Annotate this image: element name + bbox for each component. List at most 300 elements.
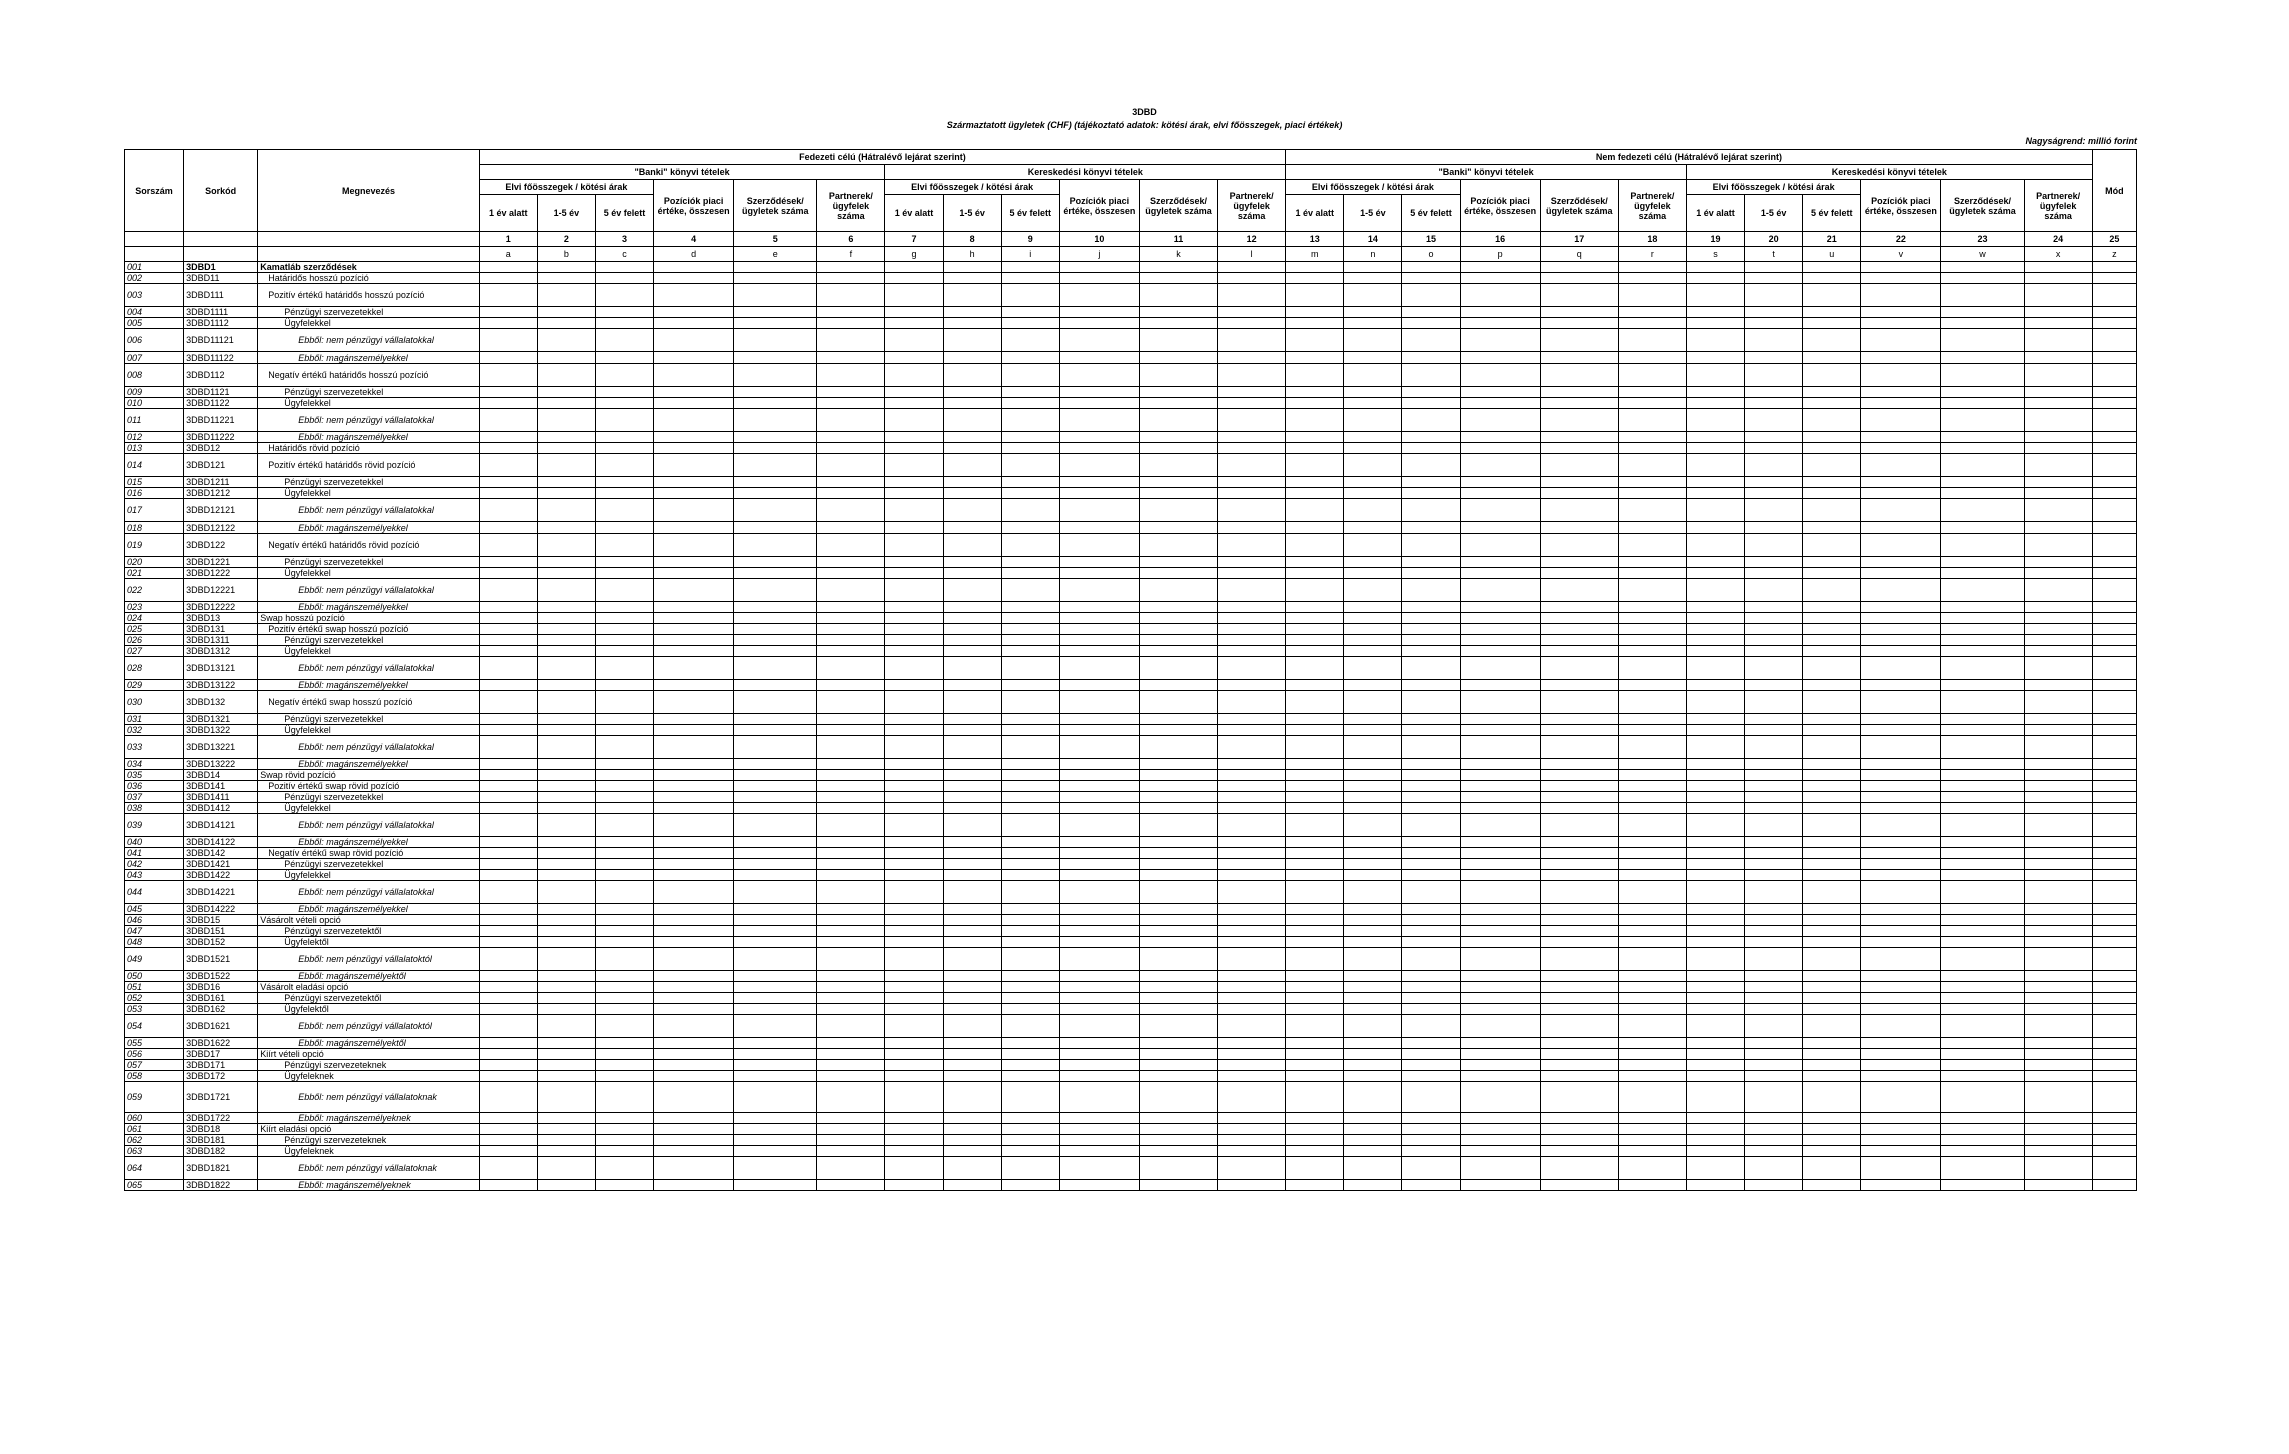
- data-cell[interactable]: [1618, 1049, 1686, 1060]
- data-cell[interactable]: [817, 1071, 885, 1082]
- data-cell[interactable]: [654, 1082, 734, 1113]
- data-cell[interactable]: [817, 680, 885, 691]
- data-cell[interactable]: [1218, 534, 1286, 557]
- data-cell[interactable]: [2024, 307, 2092, 318]
- data-cell[interactable]: [2024, 926, 2092, 937]
- data-cell[interactable]: [734, 534, 817, 557]
- data-cell[interactable]: [2024, 488, 2092, 499]
- data-cell[interactable]: [1139, 522, 1217, 534]
- data-cell[interactable]: [817, 1135, 885, 1146]
- data-cell[interactable]: [1344, 1071, 1402, 1082]
- data-cell[interactable]: [1941, 691, 2024, 714]
- data-cell[interactable]: [2092, 1180, 2136, 1191]
- data-cell[interactable]: [2024, 982, 2092, 993]
- data-cell[interactable]: [1344, 1157, 1402, 1180]
- data-cell[interactable]: [2092, 870, 2136, 881]
- data-cell[interactable]: [1344, 432, 1402, 443]
- data-cell[interactable]: [817, 613, 885, 624]
- data-cell[interactable]: [2092, 284, 2136, 307]
- data-cell[interactable]: [1941, 1071, 2024, 1082]
- data-cell[interactable]: [1402, 657, 1460, 680]
- data-cell[interactable]: [1218, 937, 1286, 948]
- data-cell[interactable]: [1286, 1049, 1344, 1060]
- data-cell[interactable]: [1686, 488, 1744, 499]
- data-cell[interactable]: [654, 443, 734, 454]
- data-cell[interactable]: [734, 759, 817, 770]
- data-cell[interactable]: [1344, 881, 1402, 904]
- data-cell[interactable]: [1540, 1124, 1618, 1135]
- data-cell[interactable]: [1286, 488, 1344, 499]
- data-cell[interactable]: [1540, 657, 1618, 680]
- data-cell[interactable]: [817, 318, 885, 329]
- data-cell[interactable]: [2092, 759, 2136, 770]
- data-cell[interactable]: [885, 993, 943, 1004]
- data-cell[interactable]: [537, 352, 595, 364]
- data-cell[interactable]: [885, 307, 943, 318]
- data-cell[interactable]: [1402, 691, 1460, 714]
- data-cell[interactable]: [2024, 1015, 2092, 1038]
- data-cell[interactable]: [885, 624, 943, 635]
- data-cell[interactable]: [479, 273, 537, 284]
- data-cell[interactable]: [817, 624, 885, 635]
- data-cell[interactable]: [943, 781, 1001, 792]
- data-cell[interactable]: [1402, 792, 1460, 803]
- data-cell[interactable]: [1286, 837, 1344, 848]
- data-cell[interactable]: [1402, 534, 1460, 557]
- data-cell[interactable]: [1402, 948, 1460, 971]
- data-cell[interactable]: [1001, 1038, 1059, 1049]
- data-cell[interactable]: [1218, 499, 1286, 522]
- data-cell[interactable]: [1286, 948, 1344, 971]
- data-cell[interactable]: [1001, 1146, 1059, 1157]
- data-cell[interactable]: [885, 1015, 943, 1038]
- data-cell[interactable]: [654, 1124, 734, 1135]
- data-cell[interactable]: [595, 982, 653, 993]
- data-cell[interactable]: [1618, 657, 1686, 680]
- data-cell[interactable]: [1941, 1157, 2024, 1180]
- data-cell[interactable]: [1618, 948, 1686, 971]
- data-cell[interactable]: [2092, 680, 2136, 691]
- data-cell[interactable]: [885, 814, 943, 837]
- data-cell[interactable]: [1861, 725, 1941, 736]
- data-cell[interactable]: [817, 409, 885, 432]
- data-cell[interactable]: [1941, 937, 2024, 948]
- data-cell[interactable]: [1861, 993, 1941, 1004]
- data-cell[interactable]: [2024, 781, 2092, 792]
- data-cell[interactable]: [654, 318, 734, 329]
- data-cell[interactable]: [817, 522, 885, 534]
- data-cell[interactable]: [1540, 691, 1618, 714]
- data-cell[interactable]: [2092, 387, 2136, 398]
- data-cell[interactable]: [1618, 1015, 1686, 1038]
- data-cell[interactable]: [1139, 318, 1217, 329]
- data-cell[interactable]: [2024, 881, 2092, 904]
- data-cell[interactable]: [1618, 398, 1686, 409]
- data-cell[interactable]: [1861, 624, 1941, 635]
- data-cell[interactable]: [1344, 814, 1402, 837]
- data-cell[interactable]: [1139, 759, 1217, 770]
- data-cell[interactable]: [1941, 262, 2024, 273]
- data-cell[interactable]: [537, 770, 595, 781]
- data-cell[interactable]: [1745, 307, 1803, 318]
- data-cell[interactable]: [1540, 522, 1618, 534]
- data-cell[interactable]: [1861, 1135, 1941, 1146]
- data-cell[interactable]: [654, 1135, 734, 1146]
- data-cell[interactable]: [1540, 579, 1618, 602]
- data-cell[interactable]: [943, 725, 1001, 736]
- data-cell[interactable]: [1745, 881, 1803, 904]
- data-cell[interactable]: [1540, 443, 1618, 454]
- data-cell[interactable]: [1402, 1124, 1460, 1135]
- data-cell[interactable]: [537, 1004, 595, 1015]
- data-cell[interactable]: [1803, 792, 1861, 803]
- data-cell[interactable]: [2024, 1146, 2092, 1157]
- data-cell[interactable]: [1941, 273, 2024, 284]
- data-cell[interactable]: [1344, 1146, 1402, 1157]
- data-cell[interactable]: [1861, 1157, 1941, 1180]
- data-cell[interactable]: [817, 937, 885, 948]
- data-cell[interactable]: [1001, 307, 1059, 318]
- data-cell[interactable]: [1402, 273, 1460, 284]
- data-cell[interactable]: [1745, 432, 1803, 443]
- data-cell[interactable]: [1803, 1060, 1861, 1071]
- data-cell[interactable]: [1286, 398, 1344, 409]
- data-cell[interactable]: [1618, 691, 1686, 714]
- data-cell[interactable]: [885, 948, 943, 971]
- data-cell[interactable]: [1803, 948, 1861, 971]
- data-cell[interactable]: [1686, 680, 1744, 691]
- data-cell[interactable]: [595, 613, 653, 624]
- data-cell[interactable]: [817, 803, 885, 814]
- data-cell[interactable]: [1139, 352, 1217, 364]
- data-cell[interactable]: [817, 725, 885, 736]
- data-cell[interactable]: [1059, 657, 1139, 680]
- data-cell[interactable]: [1218, 870, 1286, 881]
- data-cell[interactable]: [1059, 284, 1139, 307]
- data-cell[interactable]: [1402, 499, 1460, 522]
- data-cell[interactable]: [595, 262, 653, 273]
- data-cell[interactable]: [1218, 993, 1286, 1004]
- data-cell[interactable]: [654, 387, 734, 398]
- data-cell[interactable]: [1803, 329, 1861, 352]
- data-cell[interactable]: [595, 1038, 653, 1049]
- data-cell[interactable]: [1344, 848, 1402, 859]
- data-cell[interactable]: [1861, 691, 1941, 714]
- data-cell[interactable]: [1540, 1004, 1618, 1015]
- data-cell[interactable]: [1460, 352, 1540, 364]
- data-cell[interactable]: [1686, 1015, 1744, 1038]
- data-cell[interactable]: [479, 318, 537, 329]
- data-cell[interactable]: [654, 284, 734, 307]
- data-cell[interactable]: [1686, 318, 1744, 329]
- data-cell[interactable]: [1686, 736, 1744, 759]
- data-cell[interactable]: [1218, 579, 1286, 602]
- data-cell[interactable]: [2092, 443, 2136, 454]
- data-cell[interactable]: [1218, 1071, 1286, 1082]
- data-cell[interactable]: [817, 477, 885, 488]
- data-cell[interactable]: [1861, 307, 1941, 318]
- data-cell[interactable]: [2092, 1071, 2136, 1082]
- data-cell[interactable]: [817, 273, 885, 284]
- data-cell[interactable]: [595, 557, 653, 568]
- data-cell[interactable]: [1344, 859, 1402, 870]
- data-cell[interactable]: [1286, 409, 1344, 432]
- data-cell[interactable]: [1686, 915, 1744, 926]
- data-cell[interactable]: [1861, 1004, 1941, 1015]
- data-cell[interactable]: [2024, 837, 2092, 848]
- data-cell[interactable]: [885, 937, 943, 948]
- data-cell[interactable]: [1344, 646, 1402, 657]
- data-cell[interactable]: [1686, 770, 1744, 781]
- data-cell[interactable]: [1540, 814, 1618, 837]
- data-cell[interactable]: [1861, 499, 1941, 522]
- data-cell[interactable]: [1059, 522, 1139, 534]
- data-cell[interactable]: [2092, 646, 2136, 657]
- data-cell[interactable]: [1402, 613, 1460, 624]
- data-cell[interactable]: [1460, 318, 1540, 329]
- data-cell[interactable]: [1686, 1060, 1744, 1071]
- data-cell[interactable]: [1001, 937, 1059, 948]
- data-cell[interactable]: [1460, 691, 1540, 714]
- data-cell[interactable]: [1618, 488, 1686, 499]
- data-cell[interactable]: [734, 329, 817, 352]
- data-cell[interactable]: [1139, 329, 1217, 352]
- data-cell[interactable]: [1861, 948, 1941, 971]
- data-cell[interactable]: [1686, 646, 1744, 657]
- data-cell[interactable]: [537, 1180, 595, 1191]
- data-cell[interactable]: [537, 1124, 595, 1135]
- data-cell[interactable]: [1460, 1135, 1540, 1146]
- data-cell[interactable]: [1139, 1049, 1217, 1060]
- data-cell[interactable]: [1745, 262, 1803, 273]
- data-cell[interactable]: [1861, 714, 1941, 725]
- data-cell[interactable]: [1344, 443, 1402, 454]
- data-cell[interactable]: [1941, 488, 2024, 499]
- data-cell[interactable]: [943, 568, 1001, 579]
- data-cell[interactable]: [1460, 971, 1540, 982]
- data-cell[interactable]: [1803, 387, 1861, 398]
- data-cell[interactable]: [2092, 915, 2136, 926]
- data-cell[interactable]: [479, 1146, 537, 1157]
- data-cell[interactable]: [1218, 736, 1286, 759]
- data-cell[interactable]: [885, 904, 943, 915]
- data-cell[interactable]: [1139, 714, 1217, 725]
- data-cell[interactable]: [885, 488, 943, 499]
- data-cell[interactable]: [595, 1071, 653, 1082]
- data-cell[interactable]: [885, 1049, 943, 1060]
- data-cell[interactable]: [654, 937, 734, 948]
- data-cell[interactable]: [817, 870, 885, 881]
- data-cell[interactable]: [1803, 1124, 1861, 1135]
- data-cell[interactable]: [1286, 759, 1344, 770]
- data-cell[interactable]: [537, 1015, 595, 1038]
- data-cell[interactable]: [1460, 814, 1540, 837]
- data-cell[interactable]: [654, 432, 734, 443]
- data-cell[interactable]: [1344, 982, 1402, 993]
- data-cell[interactable]: [817, 1124, 885, 1135]
- data-cell[interactable]: [1286, 881, 1344, 904]
- data-cell[interactable]: [1745, 318, 1803, 329]
- data-cell[interactable]: [1344, 792, 1402, 803]
- data-cell[interactable]: [1402, 364, 1460, 387]
- data-cell[interactable]: [479, 387, 537, 398]
- data-cell[interactable]: [595, 284, 653, 307]
- data-cell[interactable]: [1540, 792, 1618, 803]
- data-cell[interactable]: [1218, 881, 1286, 904]
- data-cell[interactable]: [1344, 318, 1402, 329]
- data-cell[interactable]: [1941, 635, 2024, 646]
- data-cell[interactable]: [1618, 714, 1686, 725]
- data-cell[interactable]: [1861, 657, 1941, 680]
- data-cell[interactable]: [654, 522, 734, 534]
- data-cell[interactable]: [1686, 454, 1744, 477]
- data-cell[interactable]: [1686, 387, 1744, 398]
- data-cell[interactable]: [734, 1015, 817, 1038]
- data-cell[interactable]: [654, 624, 734, 635]
- data-cell[interactable]: [2092, 1038, 2136, 1049]
- data-cell[interactable]: [1803, 803, 1861, 814]
- data-cell[interactable]: [1286, 848, 1344, 859]
- data-cell[interactable]: [1803, 284, 1861, 307]
- data-cell[interactable]: [817, 859, 885, 870]
- data-cell[interactable]: [734, 814, 817, 837]
- data-cell[interactable]: [2092, 557, 2136, 568]
- data-cell[interactable]: [1618, 273, 1686, 284]
- data-cell[interactable]: [1460, 770, 1540, 781]
- data-cell[interactable]: [2092, 657, 2136, 680]
- data-cell[interactable]: [1286, 262, 1344, 273]
- data-cell[interactable]: [1218, 948, 1286, 971]
- data-cell[interactable]: [537, 657, 595, 680]
- data-cell[interactable]: [1001, 792, 1059, 803]
- data-cell[interactable]: [734, 284, 817, 307]
- data-cell[interactable]: [1218, 398, 1286, 409]
- data-cell[interactable]: [654, 646, 734, 657]
- data-cell[interactable]: [537, 602, 595, 613]
- data-cell[interactable]: [1861, 318, 1941, 329]
- data-cell[interactable]: [734, 635, 817, 646]
- data-cell[interactable]: [595, 691, 653, 714]
- data-cell[interactable]: [595, 454, 653, 477]
- data-cell[interactable]: [595, 307, 653, 318]
- data-cell[interactable]: [943, 1015, 1001, 1038]
- data-cell[interactable]: [1001, 770, 1059, 781]
- data-cell[interactable]: [817, 770, 885, 781]
- data-cell[interactable]: [1745, 1157, 1803, 1180]
- data-cell[interactable]: [1745, 1049, 1803, 1060]
- data-cell[interactable]: [1941, 1049, 2024, 1060]
- data-cell[interactable]: [734, 613, 817, 624]
- data-cell[interactable]: [1803, 1071, 1861, 1082]
- data-cell[interactable]: [2092, 352, 2136, 364]
- data-cell[interactable]: [479, 488, 537, 499]
- data-cell[interactable]: [2024, 352, 2092, 364]
- data-cell[interactable]: [479, 680, 537, 691]
- data-cell[interactable]: [1618, 646, 1686, 657]
- data-cell[interactable]: [885, 522, 943, 534]
- data-cell[interactable]: [1460, 993, 1540, 1004]
- data-cell[interactable]: [1861, 982, 1941, 993]
- data-cell[interactable]: [1803, 870, 1861, 881]
- data-cell[interactable]: [1059, 499, 1139, 522]
- data-cell[interactable]: [1139, 948, 1217, 971]
- data-cell[interactable]: [1218, 1004, 1286, 1015]
- data-cell[interactable]: [1059, 870, 1139, 881]
- data-cell[interactable]: [1286, 1015, 1344, 1038]
- data-cell[interactable]: [1460, 915, 1540, 926]
- data-cell[interactable]: [1344, 993, 1402, 1004]
- data-cell[interactable]: [595, 848, 653, 859]
- data-cell[interactable]: [1540, 781, 1618, 792]
- data-cell[interactable]: [734, 870, 817, 881]
- data-cell[interactable]: [654, 736, 734, 759]
- data-cell[interactable]: [537, 1049, 595, 1060]
- data-cell[interactable]: [654, 307, 734, 318]
- data-cell[interactable]: [1460, 736, 1540, 759]
- data-cell[interactable]: [734, 680, 817, 691]
- data-cell[interactable]: [1139, 792, 1217, 803]
- data-cell[interactable]: [1803, 477, 1861, 488]
- data-cell[interactable]: [537, 534, 595, 557]
- data-cell[interactable]: [654, 948, 734, 971]
- data-cell[interactable]: [1803, 1004, 1861, 1015]
- data-cell[interactable]: [1861, 971, 1941, 982]
- data-cell[interactable]: [1941, 557, 2024, 568]
- data-cell[interactable]: [943, 680, 1001, 691]
- data-cell[interactable]: [1941, 443, 2024, 454]
- data-cell[interactable]: [654, 364, 734, 387]
- data-cell[interactable]: [1803, 534, 1861, 557]
- data-cell[interactable]: [2092, 792, 2136, 803]
- data-cell[interactable]: [1402, 488, 1460, 499]
- data-cell[interactable]: [1218, 725, 1286, 736]
- data-cell[interactable]: [817, 398, 885, 409]
- data-cell[interactable]: [2024, 579, 2092, 602]
- data-cell[interactable]: [1540, 759, 1618, 770]
- data-cell[interactable]: [1344, 1113, 1402, 1124]
- data-cell[interactable]: [1139, 770, 1217, 781]
- data-cell[interactable]: [1402, 725, 1460, 736]
- data-cell[interactable]: [1286, 1038, 1344, 1049]
- data-cell[interactable]: [1218, 759, 1286, 770]
- data-cell[interactable]: [1686, 993, 1744, 1004]
- data-cell[interactable]: [1745, 870, 1803, 881]
- data-cell[interactable]: [885, 318, 943, 329]
- data-cell[interactable]: [885, 915, 943, 926]
- data-cell[interactable]: [943, 646, 1001, 657]
- data-cell[interactable]: [1402, 624, 1460, 635]
- data-cell[interactable]: [479, 792, 537, 803]
- data-cell[interactable]: [817, 1113, 885, 1124]
- data-cell[interactable]: [479, 781, 537, 792]
- data-cell[interactable]: [1402, 329, 1460, 352]
- data-cell[interactable]: [1001, 409, 1059, 432]
- data-cell[interactable]: [1001, 803, 1059, 814]
- data-cell[interactable]: [885, 646, 943, 657]
- data-cell[interactable]: [1139, 1015, 1217, 1038]
- data-cell[interactable]: [537, 993, 595, 1004]
- data-cell[interactable]: [1618, 859, 1686, 870]
- data-cell[interactable]: [943, 409, 1001, 432]
- data-cell[interactable]: [479, 409, 537, 432]
- data-cell[interactable]: [1460, 534, 1540, 557]
- data-cell[interactable]: [1286, 568, 1344, 579]
- data-cell[interactable]: [1059, 477, 1139, 488]
- data-cell[interactable]: [1059, 848, 1139, 859]
- data-cell[interactable]: [1286, 477, 1344, 488]
- data-cell[interactable]: [1941, 1060, 2024, 1071]
- data-cell[interactable]: [885, 635, 943, 646]
